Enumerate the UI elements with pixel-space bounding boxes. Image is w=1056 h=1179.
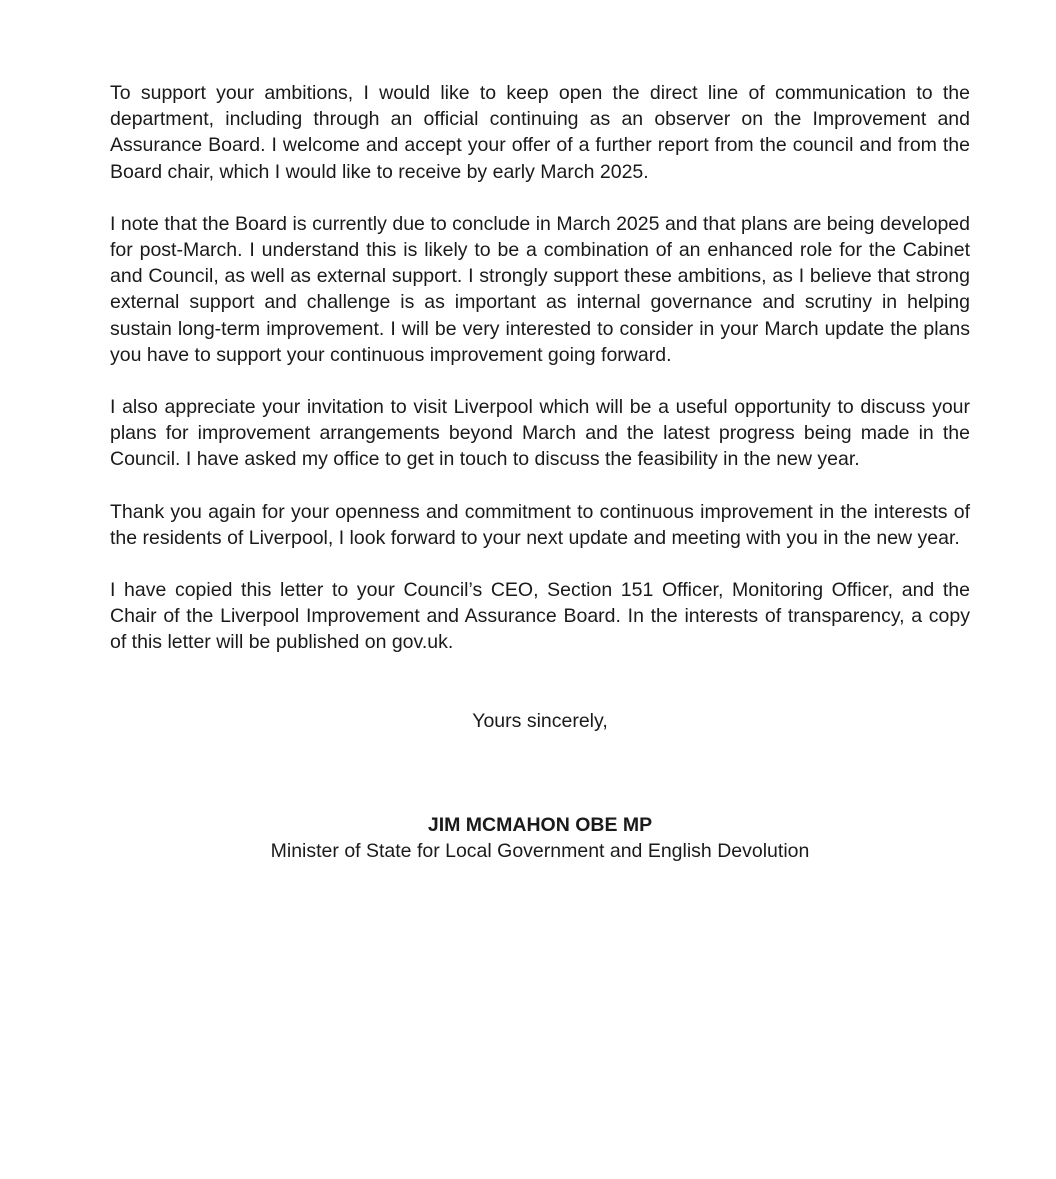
letter-closing: Yours sincerely, [472,709,608,732]
letter-body [110,80,970,864]
letter-paragraph-1: To support your ambitions, I would like to keep open the direct line of communication to the department, including through an official continuing as an observer on the Improvement and Assurance Board. I welcome and accept your offer of a further report from the council and from the Board chair, which I would like to receive by early March 2025. [110,82,970,183]
signature-block [110,812,970,864]
letter-paragraph-2: I note that the Board is currently due to conclude in March 2025 and that plans are being developed for post-March. I understand this is likely to be a combination of an enhanced role for the Cabinet and Council, as well as external support. I strongly support these ambitions, as I believe that strong external support and challenge is as important as internal governance and scrutiny in helping sustain long-term improvement. I will be very interested to consider in your March update the plans you have to support your continuous improvement going forward. [110,212,970,366]
letter-paragraph-5: I have copied this letter to your Council’s CEO, Section 151 Officer, Monitoring Officer, and the Chair of the Liverpool Improvement and Assurance Board. In the interests of transparency, a copy of this letter will be published on gov.uk. [110,579,970,654]
letter-paragraph-4: Thank you again for your openness and commitment to continuous improvement in the interests of the residents of Liverpool, I look forward to your next update and meeting with you in the new year. [110,500,970,549]
signatory-title: Minister of State for Local Government and English Devolution [270,840,810,863]
letter-paragraph-3: I also appreciate your invitation to visit Liverpool which will be a useful opportunity to discuss your plans for improvement arrangements beyond March and the latest progress being made in the Council. I have asked my office to get in touch to discuss the feasibility in the new year. [110,396,970,471]
signatory-name: JIM MCMAHON OBE MP [427,813,653,836]
